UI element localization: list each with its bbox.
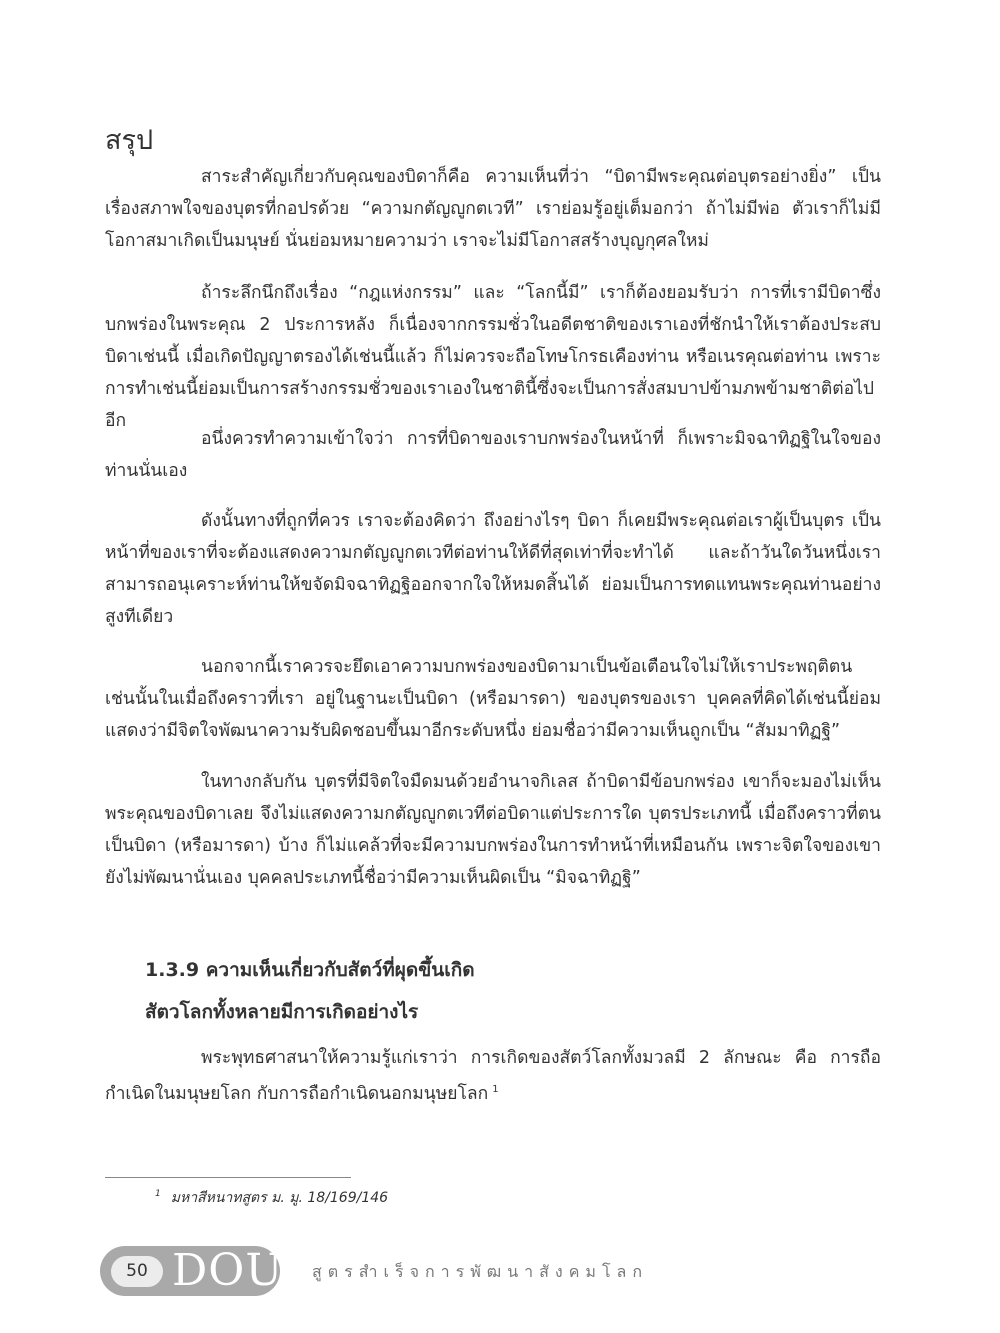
paragraph-1: สาระสำคัญเกี่ยวกับคุณของบิดาก็คือ ความเห็นที่ว่า “บิดามีพระคุณต่อบุตรอย่างยิ่ง” เป็นเรื่องสภาพใจของบุตรที่กอปรด้วย “ความกตัญญูกตเวที” เราย่อมรู้อยู่เต็มอกว่า ถ้าไม่มีพ่อ ตัวเราก็ไม่มีโอกาสมาเกิดเป็นมนุษย์ นั่นย่อมหมายความว่า เราจะไม่มีโอกาสสร้างบุญกุศลใหม่ [105, 167, 881, 251]
footnote-divider [105, 1177, 351, 1178]
subsection-paragraph-text: พระพุทธศาสนาให้ความรู้แก่เราว่า การเกิดของสัตว์โลกทั้งมวลมี 2 ลักษณะ คือ การถือกำเนิดในมนุษยโลก กับการถือกำเนิดนอกมนุษยโลก [105, 1048, 881, 1104]
paragraph-5: นอกจากนี้เราควรจะยึดเอาความบกพร่องของบิดามาเป็นข้อเตือนใจไม่ให้เราประพฤติตนเช่นนั้นในเมื่อถึงคราวที่เรา อยู่ในฐานะเป็นบิดา (หรือมารดา) ของบุตรของเรา บุคคลที่คิดได้เช่นนี้ย่อมแสดงว่ามีจิตใจพัฒนาความรับผิดชอบขึ้นมาอีกระดับหนึ่ง ย่อมชื่อว่ามีความเห็นถูกเป็น “สัมมาทิฏฐิ” [105, 657, 881, 741]
subsection-paragraph [105, 1042, 881, 1110]
footnote-number: 1 [155, 1189, 161, 1200]
paragraph-2: ถ้าระลึกนึกถึงเรื่อง “กฎแห่งกรรม” และ “โลกนี้มี” เราก็ต้องยอมรับว่า การที่เรามีบิดาซึ่งบกพร่องในพระคุณ 2 ประการหลัง ก็เนื่องจากกรรมชั่วในอดีตชาติของเราเองที่ชักนำให้เราต้องประสบบิดาเช่นนี้ เมื่อเกิดปัญญาตรองได้เช่นนี้แล้ว ก็ไม่ควรจะถือโทษโกรธเคืองท่าน หรือเนรคุณต่อท่าน เพราะการทำเช่นนี้ย่อมเป็นการสร้างกรรมชั่วของเราเองในชาตินี้ซึ่งจะเป็นการสั่งสมบาปข้ามภพข้ามชาติต่อไปอีก [105, 283, 881, 431]
paragraph-4: ดังนั้นทางที่ถูกที่ควร เราจะต้องคิดว่า ถึงอย่างไรๆ บิดา ก็เคยมีพระคุณต่อเราผู้เป็นบุตร เป็นหน้าที่ของเราที่จะต้องแสดงความกตัญญูกตเวทีต่อท่านให้ดีที่สุดเท่าที่จะทำได้ และถ้าวันใดวันหนึ่งเราสามารถอนุเคราะห์ท่านให้ขจัดมิจฉาทิฏฐิออกจากใจให้หมดสิ้นได้ ย่อมเป็นการทดแทนพระคุณท่านอย่างสูงทีเดียว [105, 511, 881, 627]
footnote-reference: 1 [492, 1084, 499, 1095]
page-number: 50 [111, 1256, 163, 1287]
subsection-subtitle: สัตวโลกทั้งหลายมีการเกิดอย่างไร [145, 1001, 419, 1023]
subsection-title: 1.3.9 ความเห็นเกี่ยวกับสัตว์ที่ผุดขึ้นเกิด [145, 959, 475, 981]
paragraph-6: ในทางกลับกัน บุตรที่มีจิตใจมืดมนด้วยอำนาจกิเลส ถ้าบิดามีข้อบกพร่อง เขาก็จะมองไม่เห็นพระคุณของบิดาเลย จึงไม่แสดงความกตัญญูกตเวทีต่อบิดาแต่ประการใด บุตรประเภทนี้ เมื่อถึงคราวที่ตนเป็นบิดา (หรือมารดา) บ้าง ก็ไม่แคล้วที่จะมีความบกพร่องในการทำหน้าที่เหมือนกัน เพราะจิตใจของเขายังไม่พัฒนานั่นเอง บุคคลประเภทนี้ชื่อว่ามีความเห็นผิดเป็น “มิจฉาทิฏฐิ” [105, 772, 881, 888]
course-title: สูตรสำเร็จการพัฒนาสังคมโลก [312, 1262, 649, 1281]
paragraph-3: อนึ่งควรทำความเข้าใจว่า การที่บิดาของเราบกพร่องในหน้าที่ ก็เพราะมิจฉาทิฏฐิในใจของท่านนั่นเอง [105, 429, 881, 481]
footnote [155, 1187, 388, 1209]
section-heading: สรุป [105, 125, 154, 156]
dou-logo: DOU [172, 1245, 284, 1296]
footnote-text: มหาสีหนาทสูตร ม. มู. 18/169/146 [170, 1190, 389, 1206]
